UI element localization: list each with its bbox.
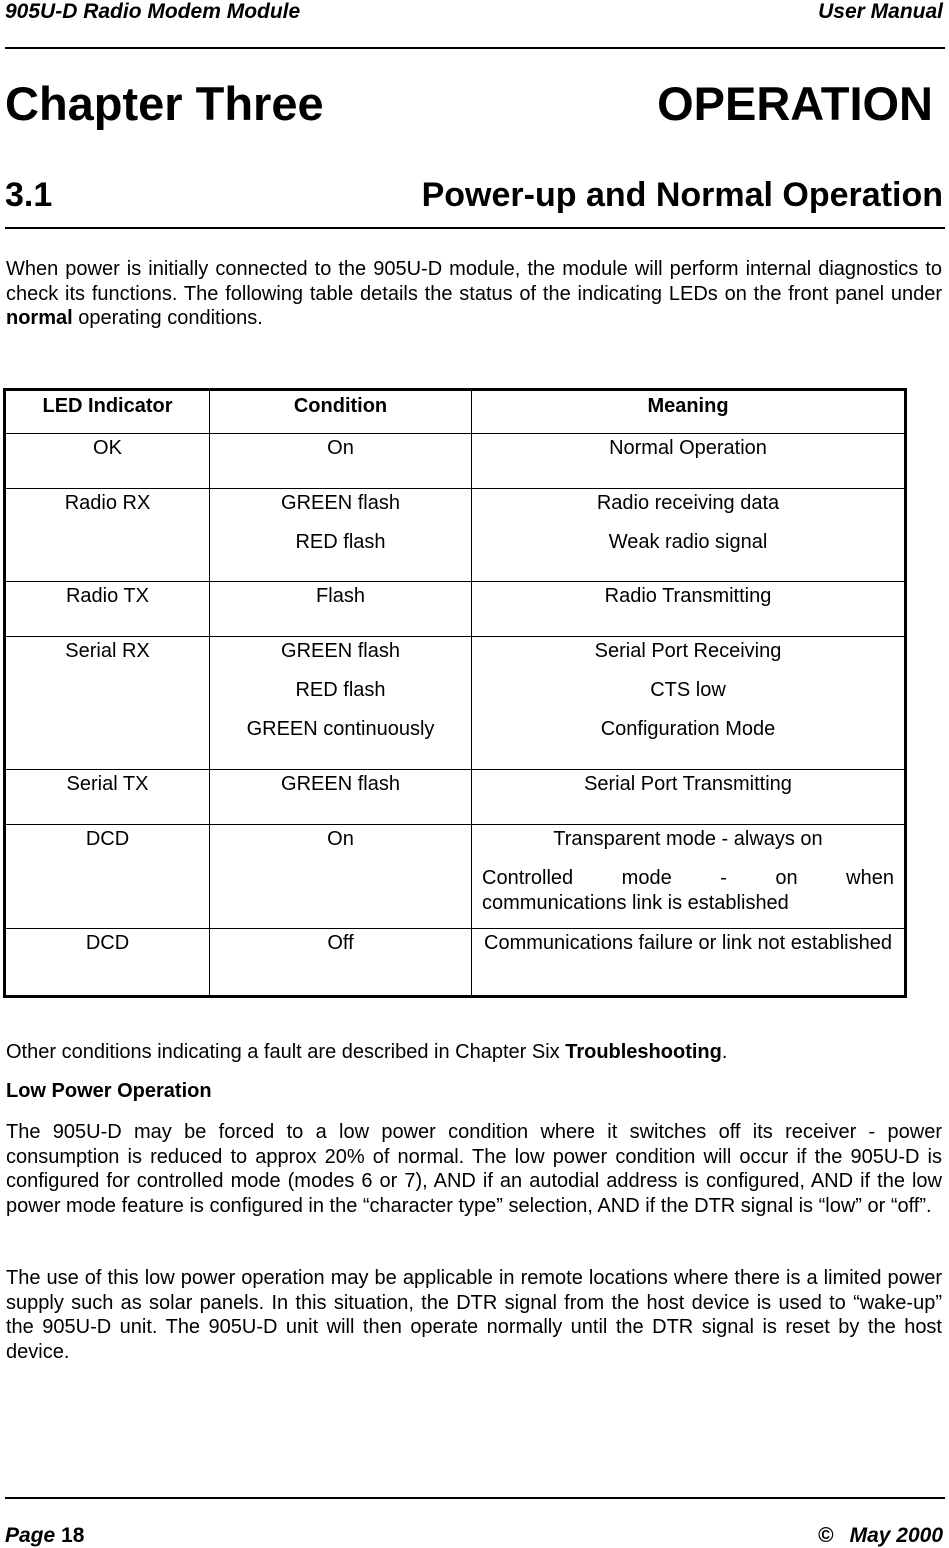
low-power-heading [6, 1079, 942, 1104]
meaning-cell [472, 637, 906, 770]
meaning-line: communications link is established [482, 892, 789, 914]
column-header: Condition [210, 390, 472, 434]
meaning-cell [472, 434, 906, 489]
condition-line: GREEN flash [281, 492, 400, 514]
meaning-line: Serial Port Receiving [594, 640, 782, 662]
section-number: 3.1 [5, 176, 53, 214]
meaning-cell [472, 825, 906, 929]
meaning-line: Transparent mode - always on [553, 828, 823, 850]
condition-line: GREEN continuously [246, 718, 435, 740]
condition-line: RED flash [295, 531, 386, 553]
troubleshooting-reference: Troubleshooting [565, 1041, 722, 1063]
condition-cell [210, 434, 472, 489]
condition-cell [210, 770, 472, 825]
section-rule [5, 227, 945, 229]
column-header: Meaning [472, 390, 906, 434]
meaning-line: CTS low [650, 679, 726, 701]
meaning-line: Configuration Mode [600, 718, 776, 740]
intro-paragraph [6, 257, 942, 331]
condition-line: Flash [316, 585, 365, 607]
table-row [5, 489, 906, 582]
table-header-row [5, 390, 906, 434]
table-row [5, 825, 906, 929]
footer-page [5, 1524, 84, 1548]
meaning-line: Serial Port Transmitting [584, 773, 792, 795]
led-indicator-cell: DCD [5, 929, 210, 997]
low-power-paragraph-1: The 905U-D may be forced to a low power condition where it switches off its receiver - power consumption is reduced to approx 20% of normal. The low power condition will occur if the 905U-D is configured for controlled mode (modes 6 or 7), AND if an autodial address is configured, AND if the low power mode feature is configured in the “character type” selection, AND if the DTR signal is “low” or “off”. [6, 1121, 942, 1217]
footer-rule [5, 1497, 945, 1499]
section-title: Power-up and Normal Operation [421, 176, 943, 214]
led-indicator-cell: Radio TX [5, 582, 210, 637]
condition-cell [210, 582, 472, 637]
led-indicator-cell: OK [5, 434, 210, 489]
table-row [5, 434, 906, 489]
condition-cell [210, 825, 472, 929]
condition-line: GREEN flash [281, 773, 400, 795]
condition-cell [210, 929, 472, 997]
footer-page-label: Page [5, 1524, 62, 1547]
meaning-line: Radio Transmitting [604, 585, 772, 607]
led-indicator-cell: Serial RX [5, 637, 210, 770]
meaning-cell [472, 582, 906, 637]
table-row [5, 929, 906, 997]
fault-reference-paragraph [6, 1040, 942, 1065]
fault-reference-end: . [721, 1041, 728, 1063]
low-power-heading-text: Low Power Operation [6, 1080, 212, 1102]
page-header [5, 0, 943, 24]
meaning-cell [472, 770, 906, 825]
fault-reference-text: Other conditions indicating a fault are described in Chapter Six [6, 1041, 566, 1063]
intro-bold-normal: normal [6, 307, 73, 329]
condition-line: On [327, 828, 354, 850]
condition-line: Off [327, 932, 354, 954]
condition-line: RED flash [295, 679, 386, 701]
condition-cell [210, 637, 472, 770]
footer-date: May 2000 [849, 1524, 943, 1547]
meaning-line: Weak radio signal [608, 531, 768, 553]
led-status-table [3, 388, 907, 998]
meaning-line: Communications failure or link not established [484, 932, 892, 954]
copyright-icon: © [818, 1524, 834, 1547]
meaning-line: Controlled mode - on when [482, 867, 894, 889]
header-rule [5, 47, 945, 49]
condition-line: On [327, 437, 354, 459]
intro-text: When power is initially connected to the 905U-D module, the module will perform internal diagnostics to check its functions. The following table details the status of the indicating LEDs on the front panel under [6, 258, 942, 305]
meaning-cell [472, 489, 906, 582]
table-row [5, 770, 906, 825]
intro-text-end: operating conditions. [72, 307, 263, 329]
header-manual-title: User Manual [818, 0, 943, 23]
chapter-title: OPERATION [657, 77, 933, 130]
condition-line: GREEN flash [281, 640, 400, 662]
led-indicator-cell: DCD [5, 825, 210, 929]
meaning-line: Radio receiving data [596, 492, 780, 514]
meaning-cell [472, 929, 906, 997]
chapter-label: Chapter Three [5, 77, 324, 130]
table-row [5, 582, 906, 637]
chapter-heading [5, 76, 939, 136]
header-module-name: 905U-D Radio Modem Module [5, 0, 301, 23]
section-heading [5, 176, 943, 220]
meaning-line: Normal Operation [609, 437, 767, 459]
footer-page-number: 18 [61, 1524, 85, 1547]
led-indicator-cell: Radio RX [5, 489, 210, 582]
footer-copyright [818, 1524, 943, 1548]
condition-cell [210, 489, 472, 582]
page-footer [5, 1524, 943, 1548]
low-power-paragraph-2: The use of this low power operation may be applicable in remote locations where there is a limited power supply such as solar panels. In this situation, the DTR signal from the host device is used to “wake-up” the 905U-D unit. The 905U-D unit will then operate normally until the DTR signal is reset by the host device. [6, 1267, 942, 1363]
table-row [5, 637, 906, 770]
column-header: LED Indicator [5, 390, 210, 434]
led-indicator-cell: Serial TX [5, 770, 210, 825]
